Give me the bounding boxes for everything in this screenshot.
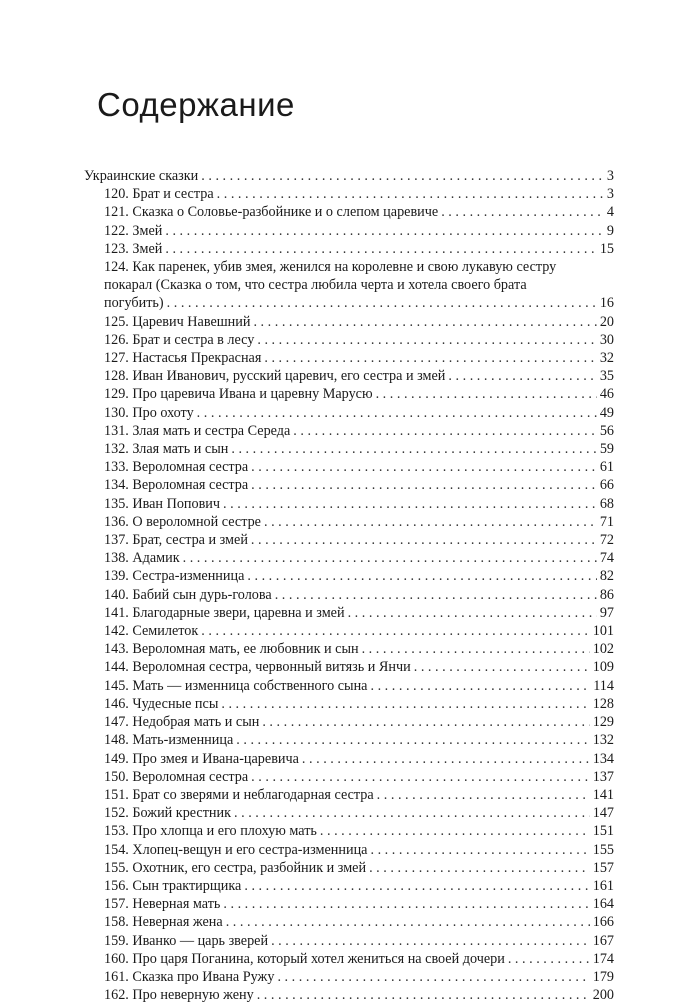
toc-dot-leader — [201, 622, 589, 640]
toc-entry-title: 141. Благодарные звери, царевна и змей — [104, 604, 345, 621]
toc-page-number: 129 — [592, 714, 614, 731]
toc-page-number: 46 — [599, 386, 614, 403]
toc-entry — [84, 841, 614, 859]
toc-dot-leader — [348, 604, 597, 622]
toc-entry-title: 161. Сказка про Ивана Ружу — [104, 968, 275, 985]
toc-page-number: 82 — [599, 568, 614, 585]
toc-page-number: 166 — [592, 914, 614, 931]
toc-dot-leader — [320, 822, 590, 840]
toc-entry — [84, 877, 614, 895]
toc-page-number: 16 — [599, 295, 614, 312]
toc-entry — [84, 349, 614, 367]
toc-page-number: 167 — [592, 932, 614, 949]
toc-entry — [84, 367, 614, 385]
toc-entry — [84, 331, 614, 349]
toc-entry-title-line: покарал (Сказка о том, что сестра любила черта и хотела своего брата — [104, 277, 527, 294]
toc-page-number: 128 — [592, 695, 614, 712]
toc-entry-title: 137. Брат, сестра и змей — [104, 532, 248, 549]
toc-page-number: 174 — [592, 950, 614, 967]
toc-dot-leader — [370, 677, 590, 695]
toc-dot-leader — [251, 531, 597, 549]
toc-page-number: 137 — [592, 768, 614, 785]
toc-page-number: 56 — [599, 422, 614, 439]
toc-dot-leader — [226, 913, 590, 931]
toc-dot-leader — [370, 841, 589, 859]
toc-entry-title: 159. Иванко — царь зверей — [104, 932, 269, 949]
toc-entry-title: 135. Иван Попович — [104, 495, 221, 512]
toc-entry — [84, 586, 614, 604]
toc-entry-title: 158. Неверная жена — [104, 914, 223, 931]
toc-entry-title: 120. Брат и сестра — [104, 186, 214, 203]
toc-entry-title: 150. Вероломная сестра — [104, 768, 249, 785]
toc-page-number: 32 — [599, 350, 614, 367]
toc-page-number: 200 — [592, 987, 614, 1004]
toc-entry-title: 129. Про царевича Ивана и царевну Марусю — [104, 386, 373, 403]
toc-page-number: 141 — [592, 786, 614, 803]
toc-entry-title: 147. Недобрая мать и сын — [104, 714, 260, 731]
toc-entry-title: 149. Про змея и Ивана-царевича — [104, 750, 299, 767]
toc-page-number: 71 — [599, 513, 614, 530]
toc-entry — [84, 385, 614, 403]
toc-page-number: 97 — [599, 604, 614, 621]
toc-entry-title: 140. Бабий сын дурь-голова — [104, 586, 272, 603]
toc-page-number: 132 — [592, 732, 614, 749]
toc-dot-leader — [201, 167, 604, 185]
table-of-contents — [84, 167, 614, 1004]
toc-entry — [84, 203, 614, 221]
toc-page-number: 147 — [592, 805, 614, 822]
toc-page-number: 102 — [592, 641, 614, 658]
toc-entry — [84, 968, 614, 986]
toc-dot-leader — [257, 331, 596, 349]
toc-entry-title: 125. Царевич Навешний — [104, 313, 251, 330]
toc-page-number: 49 — [599, 404, 614, 421]
toc-dot-leader — [264, 513, 597, 531]
toc-dot-leader — [167, 294, 597, 312]
toc-dot-leader — [302, 750, 590, 768]
toc-entry-title: 143. Вероломная мать, ее любовник и сын — [104, 641, 359, 658]
toc-page-number: 3 — [606, 186, 614, 203]
toc-page-number: 66 — [599, 477, 614, 494]
toc-dot-leader — [369, 859, 590, 877]
toc-entry-title: 127. Настасья Прекрасная — [104, 350, 262, 367]
toc-dot-leader — [251, 458, 597, 476]
toc-dot-leader — [414, 658, 590, 676]
toc-page-number: 9 — [606, 222, 614, 239]
toc-dot-leader — [271, 932, 590, 950]
toc-entry — [84, 658, 614, 676]
toc-dot-leader — [247, 567, 596, 585]
toc-entry — [84, 240, 614, 258]
toc-entry-title: 128. Иван Иванович, русский царевич, его сестра и змей — [104, 368, 446, 385]
toc-entry — [84, 713, 614, 731]
toc-entry-title: 146. Чудесные псы — [104, 695, 219, 712]
toc-dot-leader — [293, 422, 597, 440]
toc-page-number: 161 — [592, 877, 614, 894]
toc-dot-leader — [264, 349, 596, 367]
toc-page-number: 59 — [599, 441, 614, 458]
toc-entry-title: 139. Сестра-изменница — [104, 568, 245, 585]
toc-page-number: 72 — [599, 532, 614, 549]
toc-page-number: 20 — [599, 313, 614, 330]
toc-page-number: 61 — [599, 459, 614, 476]
toc-page-number: 101 — [592, 623, 614, 640]
toc-entry-title: 138. Адамик — [104, 550, 180, 567]
toc-page-number: 151 — [592, 823, 614, 840]
toc-entry-title: 157. Неверная мать — [104, 896, 221, 913]
toc-entry — [84, 859, 614, 877]
toc-section-row — [84, 167, 614, 185]
toc-entry — [84, 950, 614, 968]
toc-page-number: 86 — [599, 586, 614, 603]
toc-section-title: Украинские сказки — [84, 168, 199, 184]
toc-entry — [84, 531, 614, 549]
toc-entry — [84, 822, 614, 840]
toc-entry-title: 155. Охотник, его сестра, разбойник и змей — [104, 859, 367, 876]
toc-entry-title: 134. Вероломная сестра — [104, 477, 249, 494]
toc-entry-title: 132. Злая мать и сын — [104, 441, 229, 458]
toc-dot-leader — [223, 495, 597, 513]
toc-entry — [84, 986, 614, 1004]
toc-page-number: 30 — [599, 331, 614, 348]
toc-entry — [84, 476, 614, 494]
toc-dot-leader — [257, 986, 590, 1004]
toc-entries — [84, 185, 614, 1004]
toc-page-number: 68 — [599, 495, 614, 512]
toc-entry — [84, 404, 614, 422]
toc-entry-title: 126. Брат и сестра в лесу — [104, 331, 255, 348]
toc-entry-title: 136. О вероломной сестре — [104, 513, 261, 530]
toc-entry — [84, 750, 614, 768]
toc-entry — [84, 895, 614, 913]
toc-entry-last-line — [104, 294, 614, 312]
toc-dot-leader — [362, 640, 590, 658]
toc-entry-title: 151. Брат со зверями и неблагодарная сестра — [104, 786, 374, 803]
toc-page-number: 4 — [606, 204, 614, 221]
toc-page-number: 114 — [593, 677, 614, 694]
toc-entry — [84, 495, 614, 513]
toc-page-number: 3 — [606, 168, 614, 184]
toc-entry-title: 148. Мать-изменница — [104, 732, 234, 749]
toc-dot-leader — [376, 385, 597, 403]
toc-entry — [84, 932, 614, 950]
toc-entry — [84, 185, 614, 203]
toc-entry-title: 142. Семилеток — [104, 623, 199, 640]
toc-entry-title: 123. Змей — [104, 240, 163, 257]
toc-entry — [84, 913, 614, 931]
toc-entry-title-line: погубить) — [104, 295, 164, 312]
toc-entry-title: 153. Про хлопца и его плохую мать — [104, 823, 317, 840]
toc-entry — [84, 440, 614, 458]
toc-entry — [84, 422, 614, 440]
toc-dot-leader — [448, 367, 596, 385]
toc-dot-leader — [251, 476, 597, 494]
toc-page-number: 134 — [592, 750, 614, 767]
toc-entry-title: 160. Про царя Поганина, который хотел жениться на своей дочери — [104, 950, 505, 967]
toc-entry — [84, 695, 614, 713]
toc-entry-title: 131. Злая мать и сестра Середа — [104, 422, 291, 439]
toc-entry — [84, 458, 614, 476]
toc-dot-leader — [262, 713, 589, 731]
toc-dot-leader — [251, 768, 590, 786]
toc-entry — [84, 640, 614, 658]
toc-entry-title-line: 124. Как паренек, убив змея, женился на королевне и свою лукавую сестру — [104, 259, 557, 276]
toc-entry — [84, 768, 614, 786]
toc-dot-leader — [165, 240, 596, 258]
toc-entry — [84, 258, 614, 313]
toc-page-number: 179 — [592, 968, 614, 985]
toc-entry-title: 133. Вероломная сестра — [104, 459, 249, 476]
page-title: Содержание — [97, 86, 295, 123]
toc-entry — [84, 222, 614, 240]
toc-dot-leader — [231, 440, 596, 458]
toc-entry-title: 144. Вероломная сестра, червонный витязь и Янчи — [104, 659, 411, 676]
toc-dot-leader — [277, 968, 589, 986]
toc-entry — [84, 549, 614, 567]
toc-dot-leader — [223, 895, 589, 913]
toc-entry-title: 152. Божий крестник — [104, 805, 232, 822]
toc-entry — [84, 513, 614, 531]
toc-entry-title: 156. Сын трактирщика — [104, 877, 242, 894]
toc-entry — [84, 313, 614, 331]
toc-entry-title: 162. Про неверную жену — [104, 987, 254, 1004]
toc-page-number: 35 — [599, 368, 614, 385]
toc-dot-leader — [221, 695, 589, 713]
toc-dot-leader — [183, 549, 597, 567]
toc-dot-leader — [236, 731, 589, 749]
toc-dot-leader — [165, 222, 604, 240]
toc-dot-leader — [508, 950, 590, 968]
toc-page-number: 15 — [599, 240, 614, 257]
toc-entry — [84, 804, 614, 822]
toc-page-number: 74 — [599, 550, 614, 567]
toc-dot-leader — [377, 786, 590, 804]
toc-entry — [84, 604, 614, 622]
toc-dot-leader — [234, 804, 590, 822]
toc-entry-title: 122. Змей — [104, 222, 163, 239]
toc-dot-leader — [253, 313, 596, 331]
toc-dot-leader — [197, 404, 597, 422]
toc-page-number: 164 — [592, 896, 614, 913]
toc-entry — [84, 677, 614, 695]
toc-page-number: 109 — [592, 659, 614, 676]
toc-dot-leader — [244, 877, 589, 895]
toc-page-number: 155 — [592, 841, 614, 858]
toc-entry-title: 130. Про охоту — [104, 404, 194, 421]
toc-entry-title: 121. Сказка о Соловье-разбойнике и о слепом царевиче — [104, 204, 439, 221]
toc-dot-leader — [217, 185, 604, 203]
toc-entry — [84, 622, 614, 640]
toc-entry — [84, 786, 614, 804]
toc-entry-title: 145. Мать — изменница собственного сына — [104, 677, 368, 694]
toc-entry — [84, 567, 614, 585]
toc-entry — [84, 731, 614, 749]
toc-dot-leader — [275, 586, 597, 604]
toc-dot-leader — [441, 203, 604, 221]
toc-page-number: 157 — [592, 859, 614, 876]
toc-entry-title: 154. Хлопец-вещун и его сестра-изменница — [104, 841, 368, 858]
